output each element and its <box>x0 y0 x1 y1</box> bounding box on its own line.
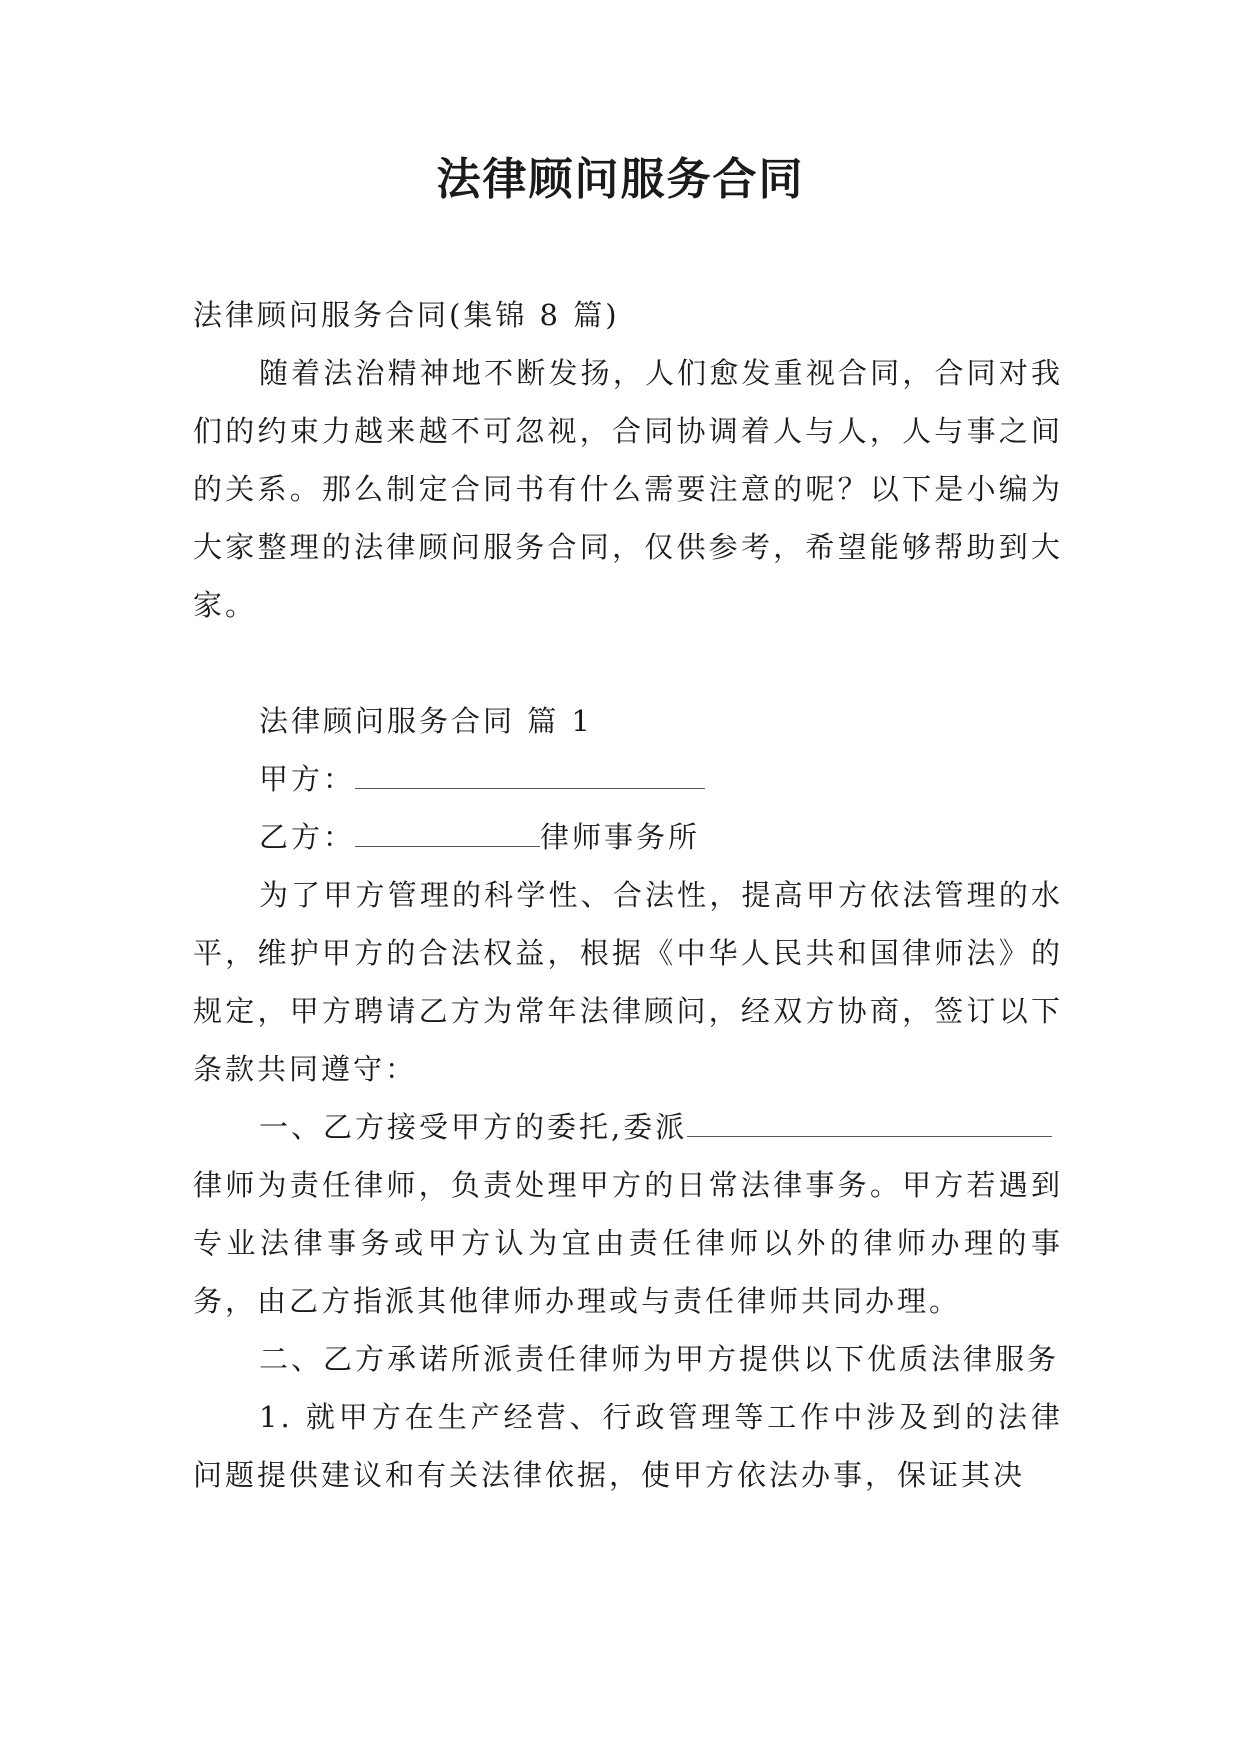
party-b-label: 乙方： <box>259 820 356 854</box>
clause-1-first-line <box>193 1098 1063 1156</box>
party-a-blank <box>355 766 705 789</box>
document-subtitle: 法律顾问服务合同(集锦 8 篇) <box>193 298 620 332</box>
document-body <box>193 286 1063 1504</box>
item-1-paragraph: 1. 就甲方在生产经营、行政管理等工作中涉及到的法律问题提供建议和有关法律依据，使甲方依法办事，保证其决 <box>193 1400 1063 1492</box>
party-b-blank <box>355 824 540 847</box>
clause-1-prefix: 一、乙方接受甲方的委托,委派 <box>259 1110 688 1144</box>
intro-paragraph: 随着法治精神地不断发扬，人们愈发重视合同，合同对我们的约束力越来越不可忽视，合同协调着人与人，人与事之间的关系。那么制定合同书有什么需要注意的呢？以下是小编为大家整理的法律顾问服务合同，仅供参考，希望能够帮助到大家。 <box>193 356 1063 622</box>
party-b-line <box>193 808 1063 866</box>
party-a-label: 甲方： <box>259 762 356 796</box>
section-heading: 法律顾问服务合同 篇 1 <box>259 704 593 738</box>
clause-1-paragraph: 律师为责任律师，负责处理甲方的日常法律事务。甲方若遇到专业法律事务或甲方认为宜由责任律师以外的律师办理的事务，由乙方指派其他律师办理或与责任律师共同办理。 <box>193 1168 1063 1318</box>
preamble-paragraph: 为了甲方管理的科学性、合法性，提高甲方依法管理的水平，维护甲方的合法权益，根据《中华人民共和国律师法》的规定，甲方聘请乙方为常年法律顾问，经双方协商，签订以下条款共同遵守： <box>193 878 1063 1086</box>
clause-1-blank <box>687 1114 1052 1137</box>
document-title: 法律顾问服务合同 <box>436 154 805 205</box>
party-b-suffix: 律师事务所 <box>540 820 701 854</box>
party-a-line <box>193 750 1063 808</box>
clause-2-paragraph: 二、乙方承诺所派责任律师为甲方提供以下优质法律服务 <box>259 1342 1060 1376</box>
